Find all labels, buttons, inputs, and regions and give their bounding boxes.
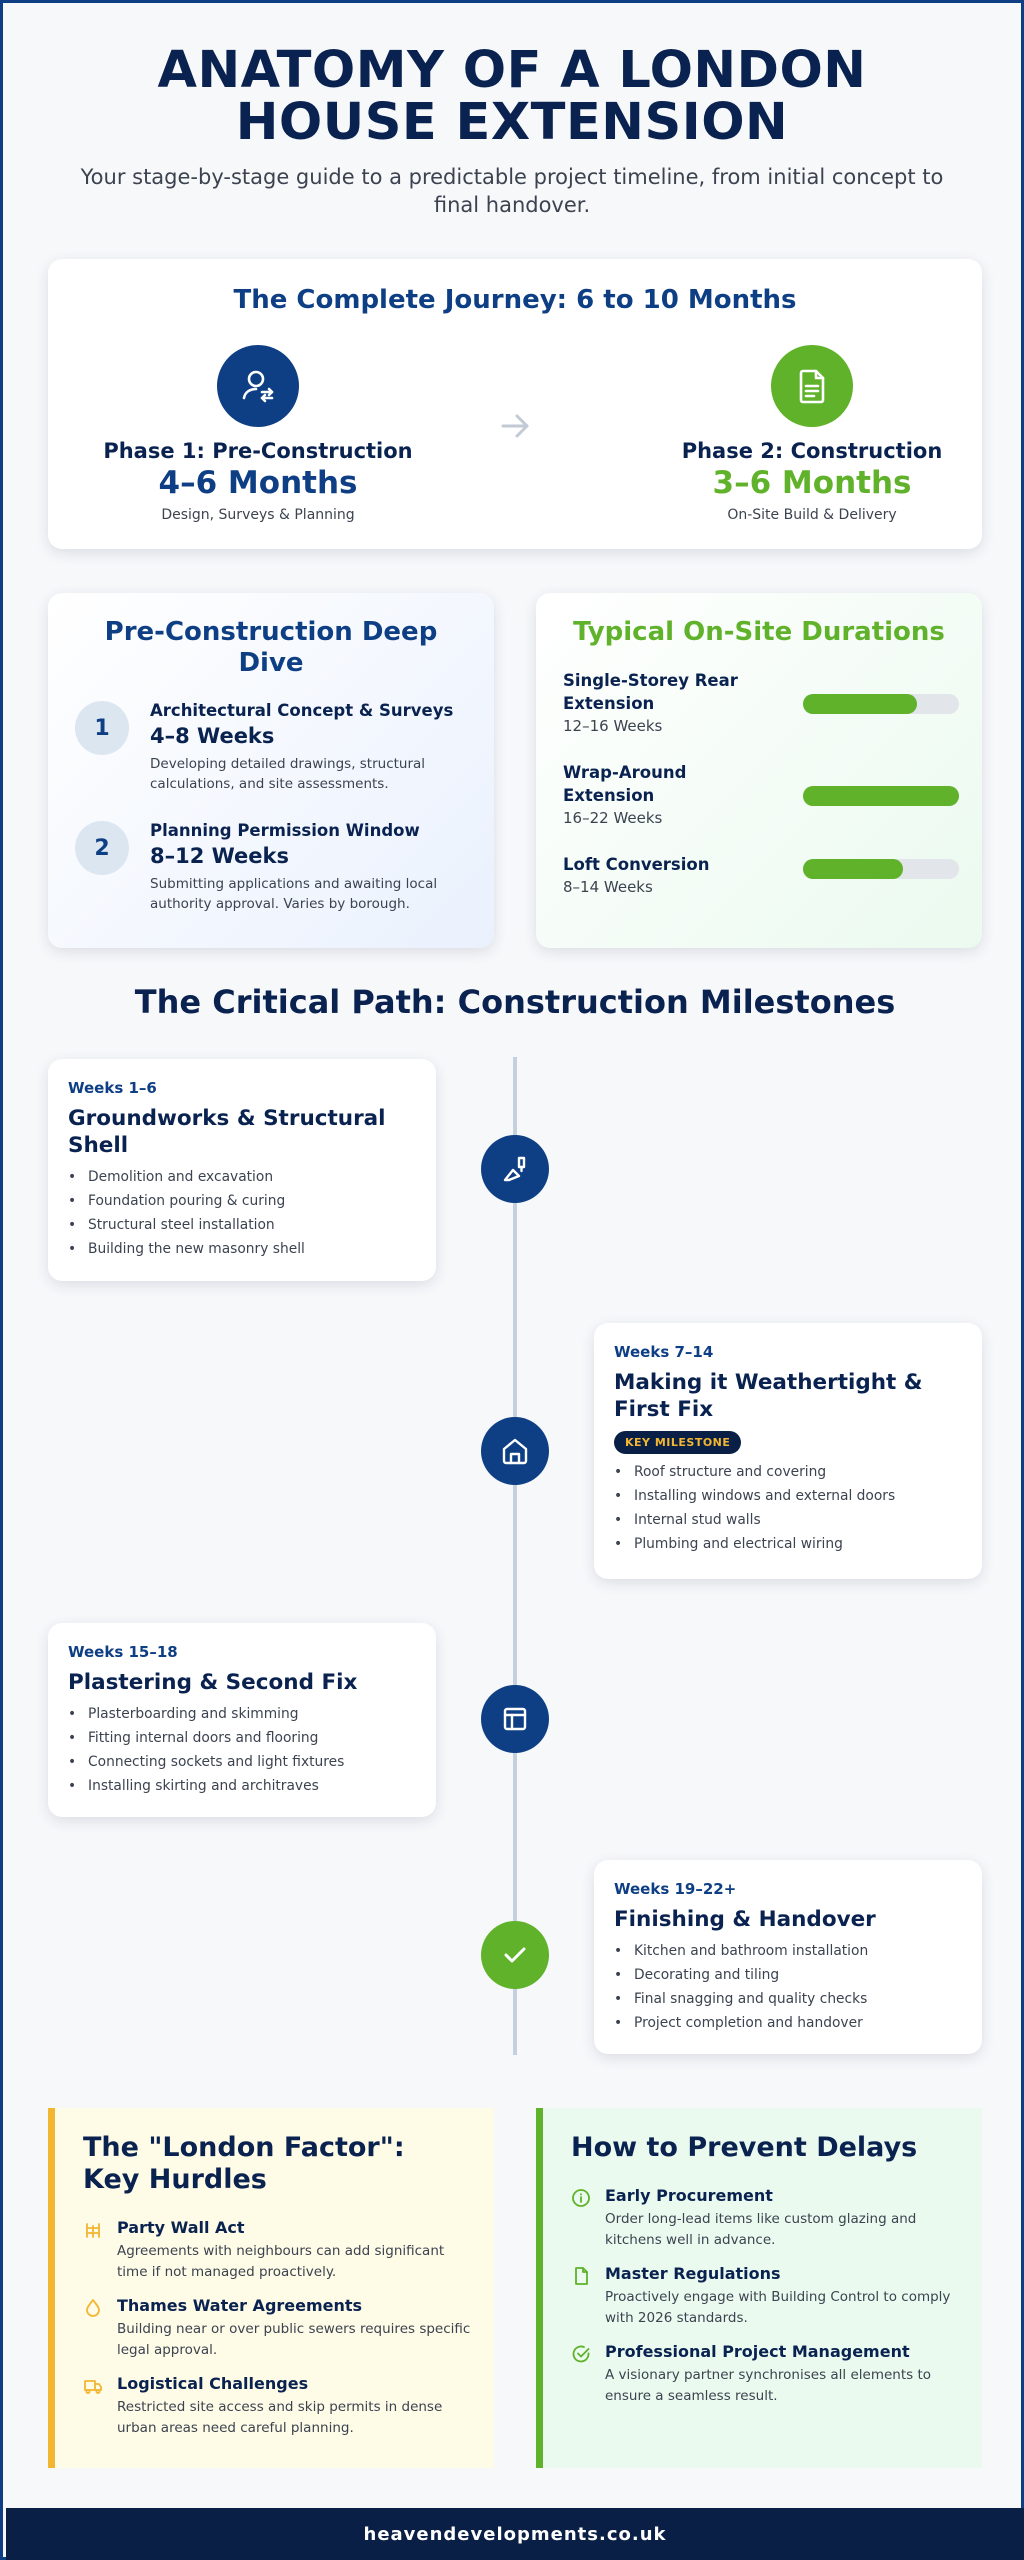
milestone-weeks: Weeks 19–22+ xyxy=(614,1880,737,1898)
timeline-line xyxy=(513,1057,517,2055)
milestone-card xyxy=(594,1860,982,2054)
duration-bar xyxy=(803,786,959,806)
phase-pre-construction xyxy=(98,345,418,523)
duration-weeks: 16–22 Weeks xyxy=(563,809,663,827)
step-description: Developing detailed drawings, structural calculations, and site assessments. xyxy=(150,756,426,792)
phase-description: Design, Surveys & Planning xyxy=(161,507,355,523)
milestone-weeks: Weeks 1–6 xyxy=(68,1079,157,1097)
milestone-task: • Building the new masonry shell xyxy=(68,1237,416,1261)
hurdle-name: Party Wall Act xyxy=(117,2218,245,2237)
hurdle-description: Agreements with neighbours can add significant time if not managed proactively. xyxy=(117,2243,445,2280)
phase-name: Phase 1: Pre-Construction xyxy=(103,439,413,463)
milestone-task: • Structural steel installation xyxy=(68,1213,416,1237)
phase-name: Phase 2: Construction xyxy=(681,439,943,463)
milestone-task: • Foundation pouring & curing xyxy=(68,1189,416,1213)
fence-icon xyxy=(83,2220,103,2240)
duration-bar xyxy=(803,694,959,714)
arrow-right-icon xyxy=(498,409,532,447)
page-header xyxy=(3,3,1021,219)
milestone-card xyxy=(594,1323,982,1579)
milestone-task: • Plumbing and electrical wiring xyxy=(614,1532,962,1556)
milestone-task-list xyxy=(68,1702,416,1798)
step-title: Architectural Concept & Surveys xyxy=(150,701,454,720)
duration-bar-fill xyxy=(803,786,959,806)
phase-description: On-Site Build & Delivery xyxy=(727,507,897,523)
pre-construction-deep-dive xyxy=(48,593,494,948)
milestone-weeks: Weeks 15–18 xyxy=(68,1643,178,1661)
hurdle-description: Building near or over public sewers requires specific legal approval. xyxy=(117,2321,471,2358)
prevent-description: A visionary partner synchronises all elements to ensure a seamless result. xyxy=(605,2367,932,2404)
step-description: Submitting applications and awaiting local authority approval. Varies by borough. xyxy=(150,876,438,912)
milestone-task: • Installing windows and external doors xyxy=(614,1484,962,1508)
milestone-title: Groundworks & Structural Shell xyxy=(68,1106,386,1158)
milestone-task: • Internal stud walls xyxy=(614,1508,962,1532)
prevent-name: Master Regulations xyxy=(605,2264,781,2283)
milestone-task: • Kitchen and bathroom installation xyxy=(614,1939,962,1963)
hurdles-title: The "London Factor": Key Hurdles xyxy=(83,2132,405,2195)
milestone-title: Finishing & Handover xyxy=(614,1907,876,1932)
milestone-task-list xyxy=(614,1939,962,2035)
key-milestone-badge: KEY MILESTONE xyxy=(614,1431,741,1454)
user-planning-icon xyxy=(217,345,299,427)
hurdle-name: Logistical Challenges xyxy=(117,2374,309,2393)
house-icon xyxy=(481,1417,549,1485)
milestone-task: • Fitting internal doors and flooring xyxy=(68,1726,416,1750)
duration-name: Single-Storey Rear Extension xyxy=(563,671,738,713)
milestone-task: • Project completion and handover xyxy=(614,2011,962,2035)
milestone-title: Plastering & Second Fix xyxy=(68,1670,358,1695)
step-title: Planning Permission Window xyxy=(150,821,420,840)
step-number: 1 xyxy=(75,701,129,755)
milestone-title: Making it Weathertight & First Fix xyxy=(614,1370,923,1422)
milestone-task: • Demolition and excavation xyxy=(68,1165,416,1189)
check-circle-icon xyxy=(571,2344,591,2364)
milestone-weeks: Weeks 7–14 xyxy=(614,1343,714,1361)
prevent-title: How to Prevent Delays xyxy=(571,2132,918,2163)
duration-bar xyxy=(803,859,959,879)
page-subtitle: Your stage-by-stage guide to a predictable project timeline, from initial concept to final handover. xyxy=(80,165,944,217)
milestone-task: • Final snagging and quality checks xyxy=(614,1987,962,2011)
prevent-description: Proactively engage with Building Control to comply with 2026 standards. xyxy=(605,2289,951,2326)
truck-icon xyxy=(83,2376,103,2396)
london-factor-hurdles xyxy=(48,2108,494,2468)
layout-icon xyxy=(481,1685,549,1753)
duration-bar-fill xyxy=(803,694,917,714)
critical-path-title: The Critical Path: Construction Milestones xyxy=(134,983,896,1021)
trowel-icon xyxy=(481,1135,549,1203)
hurdle-name: Thames Water Agreements xyxy=(117,2296,363,2315)
footer-website-link[interactable]: heavendevelopments.co.uk xyxy=(6,2508,1024,2560)
step-duration: 4–8 Weeks xyxy=(150,724,275,748)
duration-name: Wrap-Around Extension xyxy=(563,763,687,805)
deep-dive-title: Pre-Construction Deep Dive xyxy=(104,617,438,678)
milestone-task-list xyxy=(68,1165,416,1261)
phase-duration: 4–6 Months xyxy=(158,465,358,501)
duration-weeks: 8–14 Weeks xyxy=(563,878,653,896)
duration-row xyxy=(563,853,955,896)
prevent-name: Early Procurement xyxy=(605,2186,773,2205)
milestone-task: • Installing skirting and architraves xyxy=(68,1774,416,1798)
journey-title: The Complete Journey: 6 to 10 Months xyxy=(233,285,797,315)
file-icon xyxy=(571,2266,591,2286)
duration-bar-fill xyxy=(803,859,903,879)
milestone-card xyxy=(48,1623,436,1817)
journey-card xyxy=(48,259,982,549)
water-drop-icon xyxy=(83,2298,103,2318)
prevent-name: Professional Project Management xyxy=(605,2342,910,2361)
duration-row xyxy=(563,761,955,827)
milestone-task-list xyxy=(614,1460,962,1556)
step-duration: 8–12 Weeks xyxy=(150,844,290,868)
milestone-task: • Connecting sockets and light fixtures xyxy=(68,1750,416,1774)
duration-name: Loft Conversion xyxy=(563,855,710,874)
milestone-task: • Decorating and tiling xyxy=(614,1963,962,1987)
milestone-task: • Plasterboarding and skimming xyxy=(68,1702,416,1726)
check-icon xyxy=(481,1921,549,1989)
document-icon xyxy=(771,345,853,427)
prevent-description: Order long-lead items like custom glazing and kitchens well in advance. xyxy=(605,2211,917,2248)
prevent-delays xyxy=(536,2108,982,2468)
page-title: ANATOMY OF A LONDON HOUSE EXTENSION xyxy=(157,41,867,152)
step-number: 2 xyxy=(75,821,129,875)
duration-row xyxy=(563,669,955,735)
duration-weeks: 12–16 Weeks xyxy=(563,717,663,735)
on-site-durations xyxy=(536,593,982,948)
phase-duration: 3–6 Months xyxy=(712,465,912,501)
milestone-task: • Roof structure and covering xyxy=(614,1460,962,1484)
milestone-card xyxy=(48,1059,436,1281)
info-circle-icon xyxy=(571,2188,591,2208)
hurdle-description: Restricted site access and skip permits in dense urban areas need careful planning. xyxy=(117,2399,443,2436)
durations-title: Typical On-Site Durations xyxy=(573,617,945,647)
phase-construction xyxy=(652,345,972,523)
